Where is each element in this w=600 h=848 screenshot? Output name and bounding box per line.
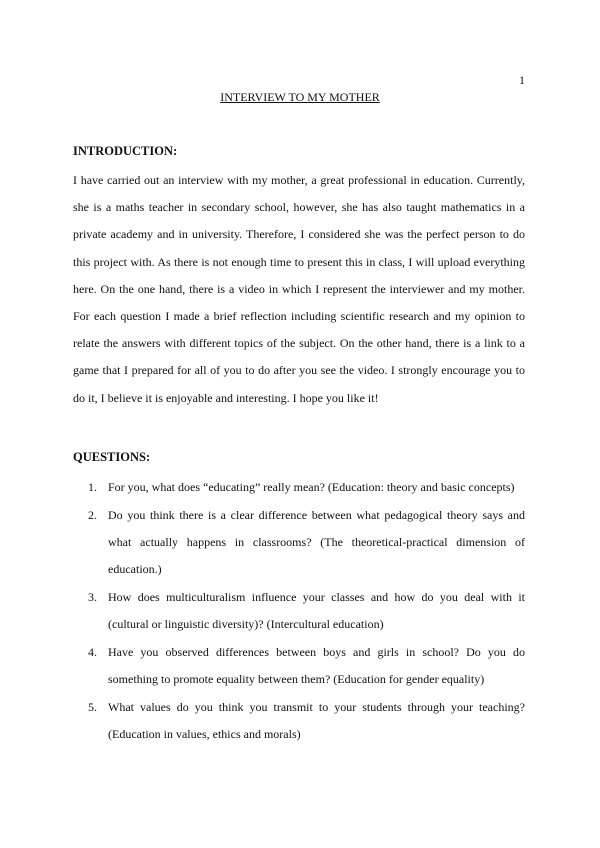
question-text: What values do you think you transmit to your students through your teaching? (Education in values, ethics and morals) xyxy=(108,699,525,741)
question-number: 5. xyxy=(88,699,97,714)
document-title xyxy=(0,90,600,104)
question-item xyxy=(73,584,525,638)
question-text: How does multiculturalism influence your classes and how do you deal with it (cultural or linguistic diversity)? (Intercultural education) xyxy=(108,589,525,632)
introduction-paragraph: I have carried out an interview with my mother, a great professional in education. Currently, she is a maths teacher in secondary school, however, she has also taught mathematics in a private academy and in university. Therefore, I considered she was the perfect person to do this project with. As there is not enough time to present this in class, I will upload everything here. On the one hand, there is a video in which I represent the interviewer and my mother. For each question I made a brief reflection including scientific research and my opinion to relate the answers with different topics of the subject. On the other hand, there is a link to a game that I prepared for all of you to do after you see the video. I strongly encourage you to do it, I believe it is enjoyable and interesting. I hope you like it! xyxy=(73,173,525,405)
document-title-text: INTERVIEW TO MY MOTHER xyxy=(220,90,380,104)
question-item xyxy=(73,639,525,693)
question-item xyxy=(73,694,525,748)
question-item xyxy=(73,474,525,501)
introduction-heading: INTRODUCTION: xyxy=(73,144,178,158)
questions-list xyxy=(73,474,525,749)
question-text: For you, what does “educating” really mean? (Education: theory and basic concepts) xyxy=(108,480,515,494)
question-number: 4. xyxy=(88,644,97,659)
question-text: Do you think there is a clear difference between what pedagogical theory says and what actually happens in classrooms? (The theoretical-practical dimension of education.) xyxy=(108,507,525,577)
question-number: 3. xyxy=(88,589,97,604)
question-number: 1. xyxy=(88,480,97,494)
page-number: 1 xyxy=(519,73,525,87)
questions-heading: QUESTIONS: xyxy=(73,450,151,464)
question-text: Have you observed differences between boys and girls in school? Do you do something to promote equality between them? (Education for gender equality) xyxy=(108,644,525,686)
question-item xyxy=(73,502,525,584)
question-number: 2. xyxy=(88,507,97,522)
